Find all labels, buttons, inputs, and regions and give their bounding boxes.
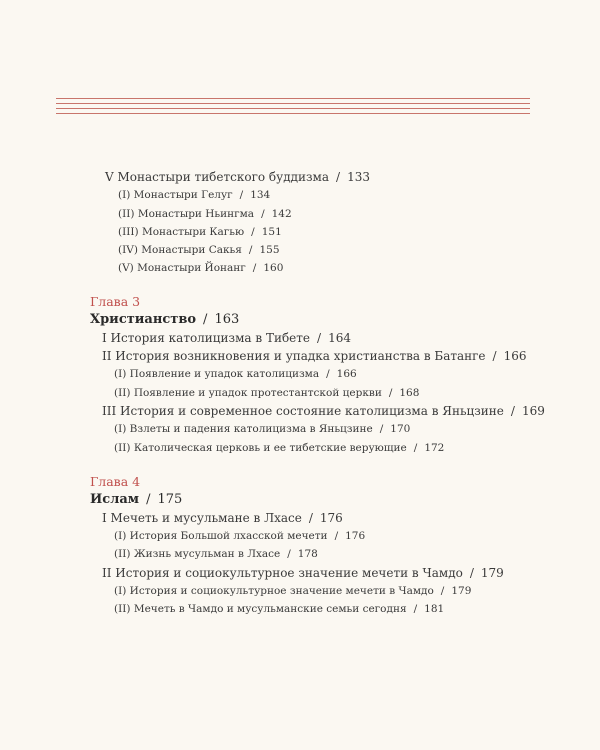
page-number: 163	[214, 311, 240, 327]
page-number: 134	[250, 189, 271, 202]
toc-entry[interactable]: II История возникновения и упадка христианства в Батанге / 166	[102, 349, 527, 364]
header-rule	[56, 98, 530, 99]
page-number: 164	[328, 330, 351, 345]
page-number: 179	[451, 585, 472, 598]
toc-subentry[interactable]: (I) Взлеты и падения католицизма в Яньцзине / 170	[114, 423, 411, 436]
page-number: 155	[259, 244, 280, 257]
toc-entry[interactable]: I Мечеть и мусульмане в Лхасе / 176	[102, 510, 343, 525]
toc-entry[interactable]: I История католицизма в Тибете / 164	[102, 330, 351, 345]
page-number: 169	[521, 403, 545, 418]
page-number: 166	[503, 349, 527, 364]
toc-entry[interactable]: II История и социокультурное значение мечети в Чамдо / 179	[102, 565, 504, 580]
chapter-title[interactable]: Ислам / 175	[90, 491, 183, 507]
toc-subentry[interactable]: (I) Появление и упадок католицизма / 166	[114, 368, 357, 381]
toc-subentry[interactable]: (II) Монастыри Ньингма / 142	[118, 207, 292, 220]
page-number: 178	[297, 548, 318, 561]
page-number: 151	[261, 225, 282, 238]
toc-subentry[interactable]: (II) Мечеть в Чамдо и мусульманские семьи сегодня / 181	[114, 603, 445, 616]
toc-subentry[interactable]: (II) Появление и упадок протестантской церкви / 168	[114, 386, 420, 399]
toc-entry[interactable]: V Монастыри тибетского буддизма / 133	[105, 170, 370, 184]
page-number: 176	[319, 510, 343, 525]
header-rule	[56, 108, 530, 109]
page-number: 175	[157, 491, 183, 507]
toc-subentry[interactable]: (II) Католическая церковь и ее тибетские верующие / 172	[114, 441, 445, 454]
page-number: 166	[336, 368, 357, 381]
toc-entry[interactable]: III История и современное состояние католицизма в Яньцзине / 169	[102, 403, 545, 418]
header-rules	[56, 98, 530, 118]
chapter-label: Глава 4	[90, 473, 141, 489]
toc-subentry[interactable]: (III) Монастыри Кагью / 151	[118, 225, 282, 238]
toc-subentry[interactable]: (V) Монастыри Йонанг / 160	[118, 262, 284, 275]
page-number: 181	[424, 603, 445, 616]
toc-subentry[interactable]: (I) История и социокультурное значение мечети в Чамдо / 179	[114, 585, 472, 598]
toc-subentry[interactable]: (IV) Монастыри Сакья / 155	[118, 244, 280, 257]
page-number: 133	[347, 170, 370, 184]
header-rule	[56, 113, 530, 114]
page-number: 179	[480, 565, 504, 580]
page-number: 176	[345, 530, 366, 543]
chapter-label: Глава 3	[90, 293, 141, 309]
page-number: 172	[424, 441, 445, 454]
toc-subentry[interactable]: (I) История Большой лхасской мечети / 176	[114, 530, 366, 543]
chapter-title[interactable]: Христианство / 163	[90, 311, 240, 327]
page-number: 160	[263, 262, 284, 275]
toc-subentry[interactable]: (II) Жизнь мусульман в Лхасе / 178	[114, 548, 318, 561]
page-number: 142	[271, 207, 292, 220]
header-rule	[56, 103, 530, 104]
page-number: 170	[390, 423, 411, 436]
table-of-contents	[90, 168, 560, 619]
page-number: 168	[399, 386, 420, 399]
toc-subentry[interactable]: (I) Монастыри Гелуг / 134	[118, 189, 271, 202]
